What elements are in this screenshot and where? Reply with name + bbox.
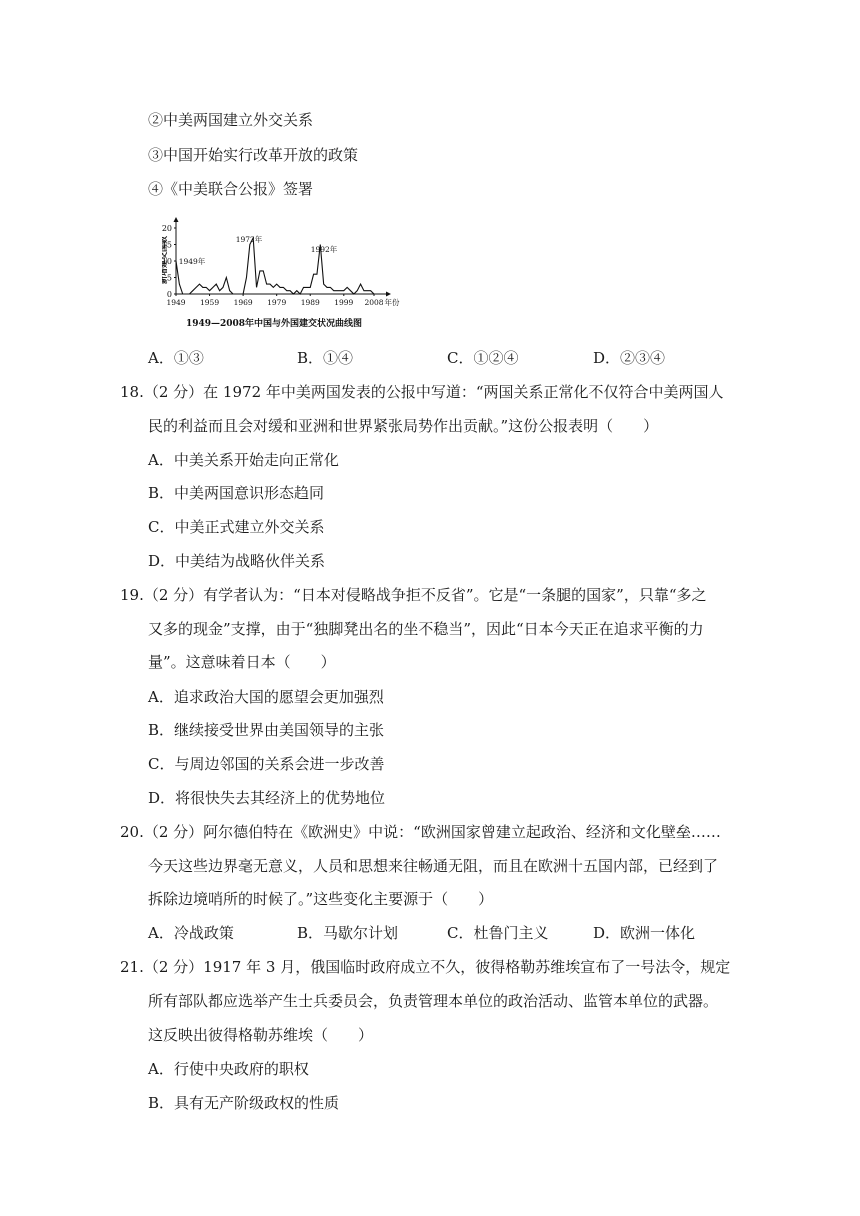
y-tick-label: 5 [166, 273, 172, 283]
q20-option-b: B．马歇尔计划 [297, 924, 399, 942]
q21-stem-line-3: 这反映出彼得格勒苏维埃（ ） [148, 1026, 374, 1044]
q19-option-d: D．将很快失去其经济上的优势地位 [148, 789, 386, 807]
annotation-1949: 1949年 [178, 257, 206, 266]
x-tick-label: 1949 [166, 298, 186, 307]
y-axis-label: 新增建交国数 [162, 236, 168, 284]
q20-stem-line-1: 20.（2 分）阿尔德伯特在《欧洲史》中说：“欧洲国家曾建立起政治、经济和文化壁垒…… [120, 823, 721, 841]
q17-option-b: B．①④ [297, 349, 354, 367]
q18-option-b: B．中美两国意识形态趋同 [148, 484, 325, 502]
q21-stem-line-2: 所有部队都应选举产生士兵委员会，负责管理本单位的政治活动、监管本单位的武器。 [148, 992, 719, 1010]
q17-item-4: ④《中美联合公报》签署 [148, 180, 314, 198]
q19-option-c: C．与周边邻国的关系会进一步改善 [148, 755, 385, 773]
q17-item-3: ③中国开始实行改革开放的政策 [148, 146, 359, 164]
q18-stem-line-1: 18.（2 分）在 1972 年中美两国发表的公报中写道：“两国关系正常化不仅符合中美两国人 [120, 383, 724, 401]
q20-stem-line-2: 今天这些边界毫无意义，人员和思想来往畅通无阻，而且在欧洲十五国内部，已经到了 [148, 857, 719, 875]
y-tick-label: 15 [162, 240, 172, 250]
q19-stem-line-2: 又多的现金”支撑，由于“独脚凳出名的坐不稳当”，因此“日本今天正在追求平衡的力 [148, 620, 704, 638]
q21-stem-line-1: 21.（2 分）1917 年 3 月，俄国临时政府成立不久，彼得格勒苏维埃宣布了一号法令，规定 [120, 958, 731, 976]
chart-title: 1949—2008年中国与外国建交状况曲线图 [185, 319, 363, 329]
x-tick-label: 1999 [334, 298, 354, 307]
y-axis-arrow [174, 217, 179, 222]
q17-option-c: C．①②④ [447, 349, 519, 367]
q20-option-c: C．杜鲁门主义 [447, 924, 549, 942]
x-tick-label: 1979 [267, 298, 287, 307]
q20-option-d: D．欧洲一体化 [593, 924, 696, 942]
q17-option-a: A．①③ [148, 349, 204, 367]
q21-option-b: B．具有无产阶级政权的性质 [148, 1094, 340, 1112]
q17-item-2: ②中美两国建立外交关系 [148, 111, 314, 129]
annotation-1992: 1992年 [310, 245, 338, 254]
q19-stem-line-3: 量”。这意味着日本（ ） [148, 653, 336, 671]
q17-option-d: D．②③④ [593, 349, 666, 367]
x-axis-arrow [386, 292, 391, 297]
diplomatic-relations-chart [162, 216, 410, 336]
x-tick-label: 1969 [233, 298, 253, 307]
q18-option-d: D．中美结为战略伙伴关系 [148, 552, 326, 570]
x-tick-label: 2008 [364, 298, 384, 307]
q20-option-a: A．冷战政策 [148, 924, 234, 942]
x-tick-label: 1959 [200, 298, 220, 307]
q21-option-a: A．行使中央政府的职权 [148, 1060, 309, 1078]
y-tick-label: 0 [166, 290, 172, 299]
q18-option-a: A．中美关系开始走向正常化 [148, 451, 339, 469]
q20-stem-line-3: 拆除边境哨所的时候了。”这些变化主要源于（ ） [148, 890, 494, 908]
q19-stem-line-1: 19.（2 分）有学者认为：“日本对侵略战争拒不反省”。它是“一条腿的国家”，只靠“多之 [120, 586, 707, 604]
y-tick-label: 20 [162, 224, 172, 233]
q19-option-b: B．继续接受世界由美国领导的主张 [148, 721, 385, 739]
q18-option-c: C．中美正式建立外交关系 [148, 518, 325, 536]
y-tick-label: 10 [162, 257, 172, 266]
q19-option-a: A．追求政治大国的愿望会更加强烈 [148, 688, 384, 706]
x-axis-label: 年份 [384, 298, 400, 307]
series-line [176, 238, 374, 294]
x-tick-label: 1989 [300, 298, 320, 307]
q18-stem-line-2: 民的利益而且会对缓和亚洲和世界紧张局势作出贡献。”这份公报表明（ ） [148, 417, 659, 435]
annotation-1972: 1972年 [235, 235, 263, 244]
